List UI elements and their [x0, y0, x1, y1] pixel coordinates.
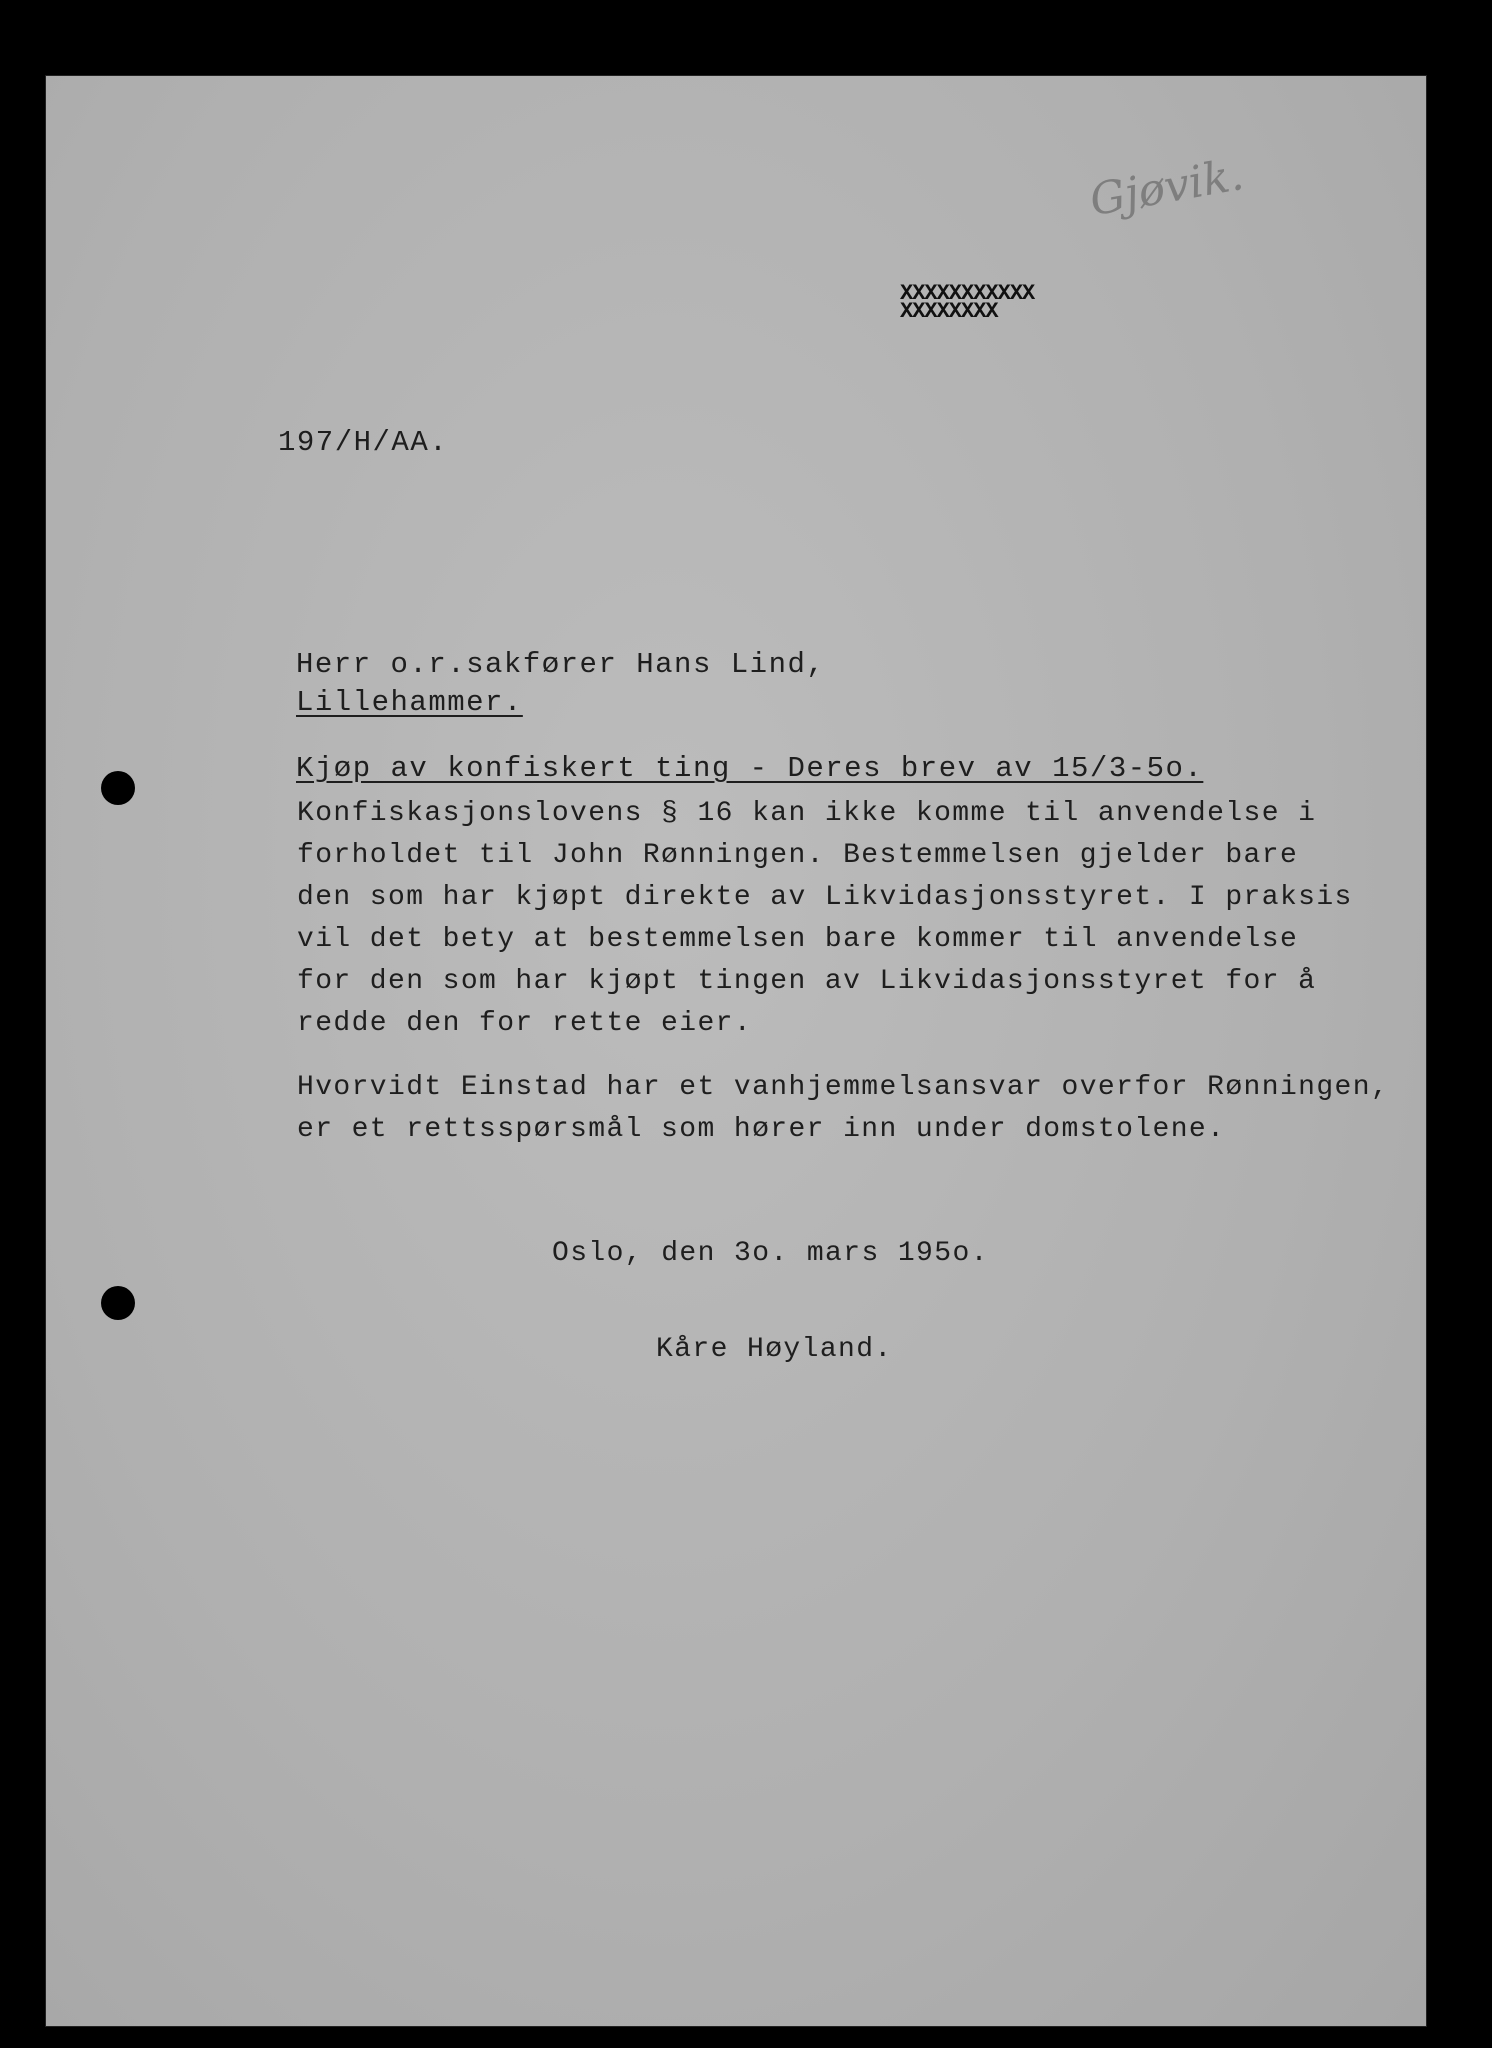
- handwritten-note: Gjøvik.: [1086, 149, 1248, 227]
- signature: Kåre Høyland.: [656, 1334, 893, 1365]
- paragraph-1-line: for den som har kjøpt tingen av Likvidasjonsstyret for å: [297, 966, 1317, 997]
- paragraph-1-line: forholdet til John Rønningen. Bestemmelsen gjelder bare: [297, 840, 1299, 871]
- paragraph-1-line: den som har kjøpt direkte av Likvidasjonsstyret. I praksis: [297, 882, 1353, 913]
- redacted-line-1: XXXXXXXXXXX: [900, 281, 1035, 306]
- reference-number: 197/H/AA.: [278, 426, 449, 459]
- paragraph-1-line: redde den for rette eier.: [297, 1008, 753, 1039]
- paragraph-1-line: Konfiskasjonslovens § 16 kan ikke komme til anvendelse i: [297, 798, 1317, 829]
- place-and-date: Oslo, den 3o. mars 195o.: [552, 1238, 989, 1269]
- punch-hole-top: [101, 771, 135, 805]
- addressee-name: Herr o.r.sakfører Hans Lind,: [296, 648, 826, 681]
- subject-line: Kjøp av konfiskert ting - Deres brev av 15/3-5o.: [296, 752, 1204, 785]
- punch-hole-bottom: [101, 1286, 135, 1320]
- redacted-line-2: XXXXXXXX: [900, 299, 998, 324]
- paragraph-2-line: Hvorvidt Einstad har et vanhjemmelsansvar overfor Rønningen,: [297, 1072, 1390, 1103]
- document-page: [46, 76, 1426, 2026]
- paragraph-2-line: er et rettsspørsmål som hører inn under domstolene.: [297, 1114, 1226, 1145]
- paragraph-1-line: vil det bety at bestemmelsen bare kommer til anvendelse: [297, 924, 1299, 955]
- addressee-city: Lillehammer.: [296, 686, 523, 719]
